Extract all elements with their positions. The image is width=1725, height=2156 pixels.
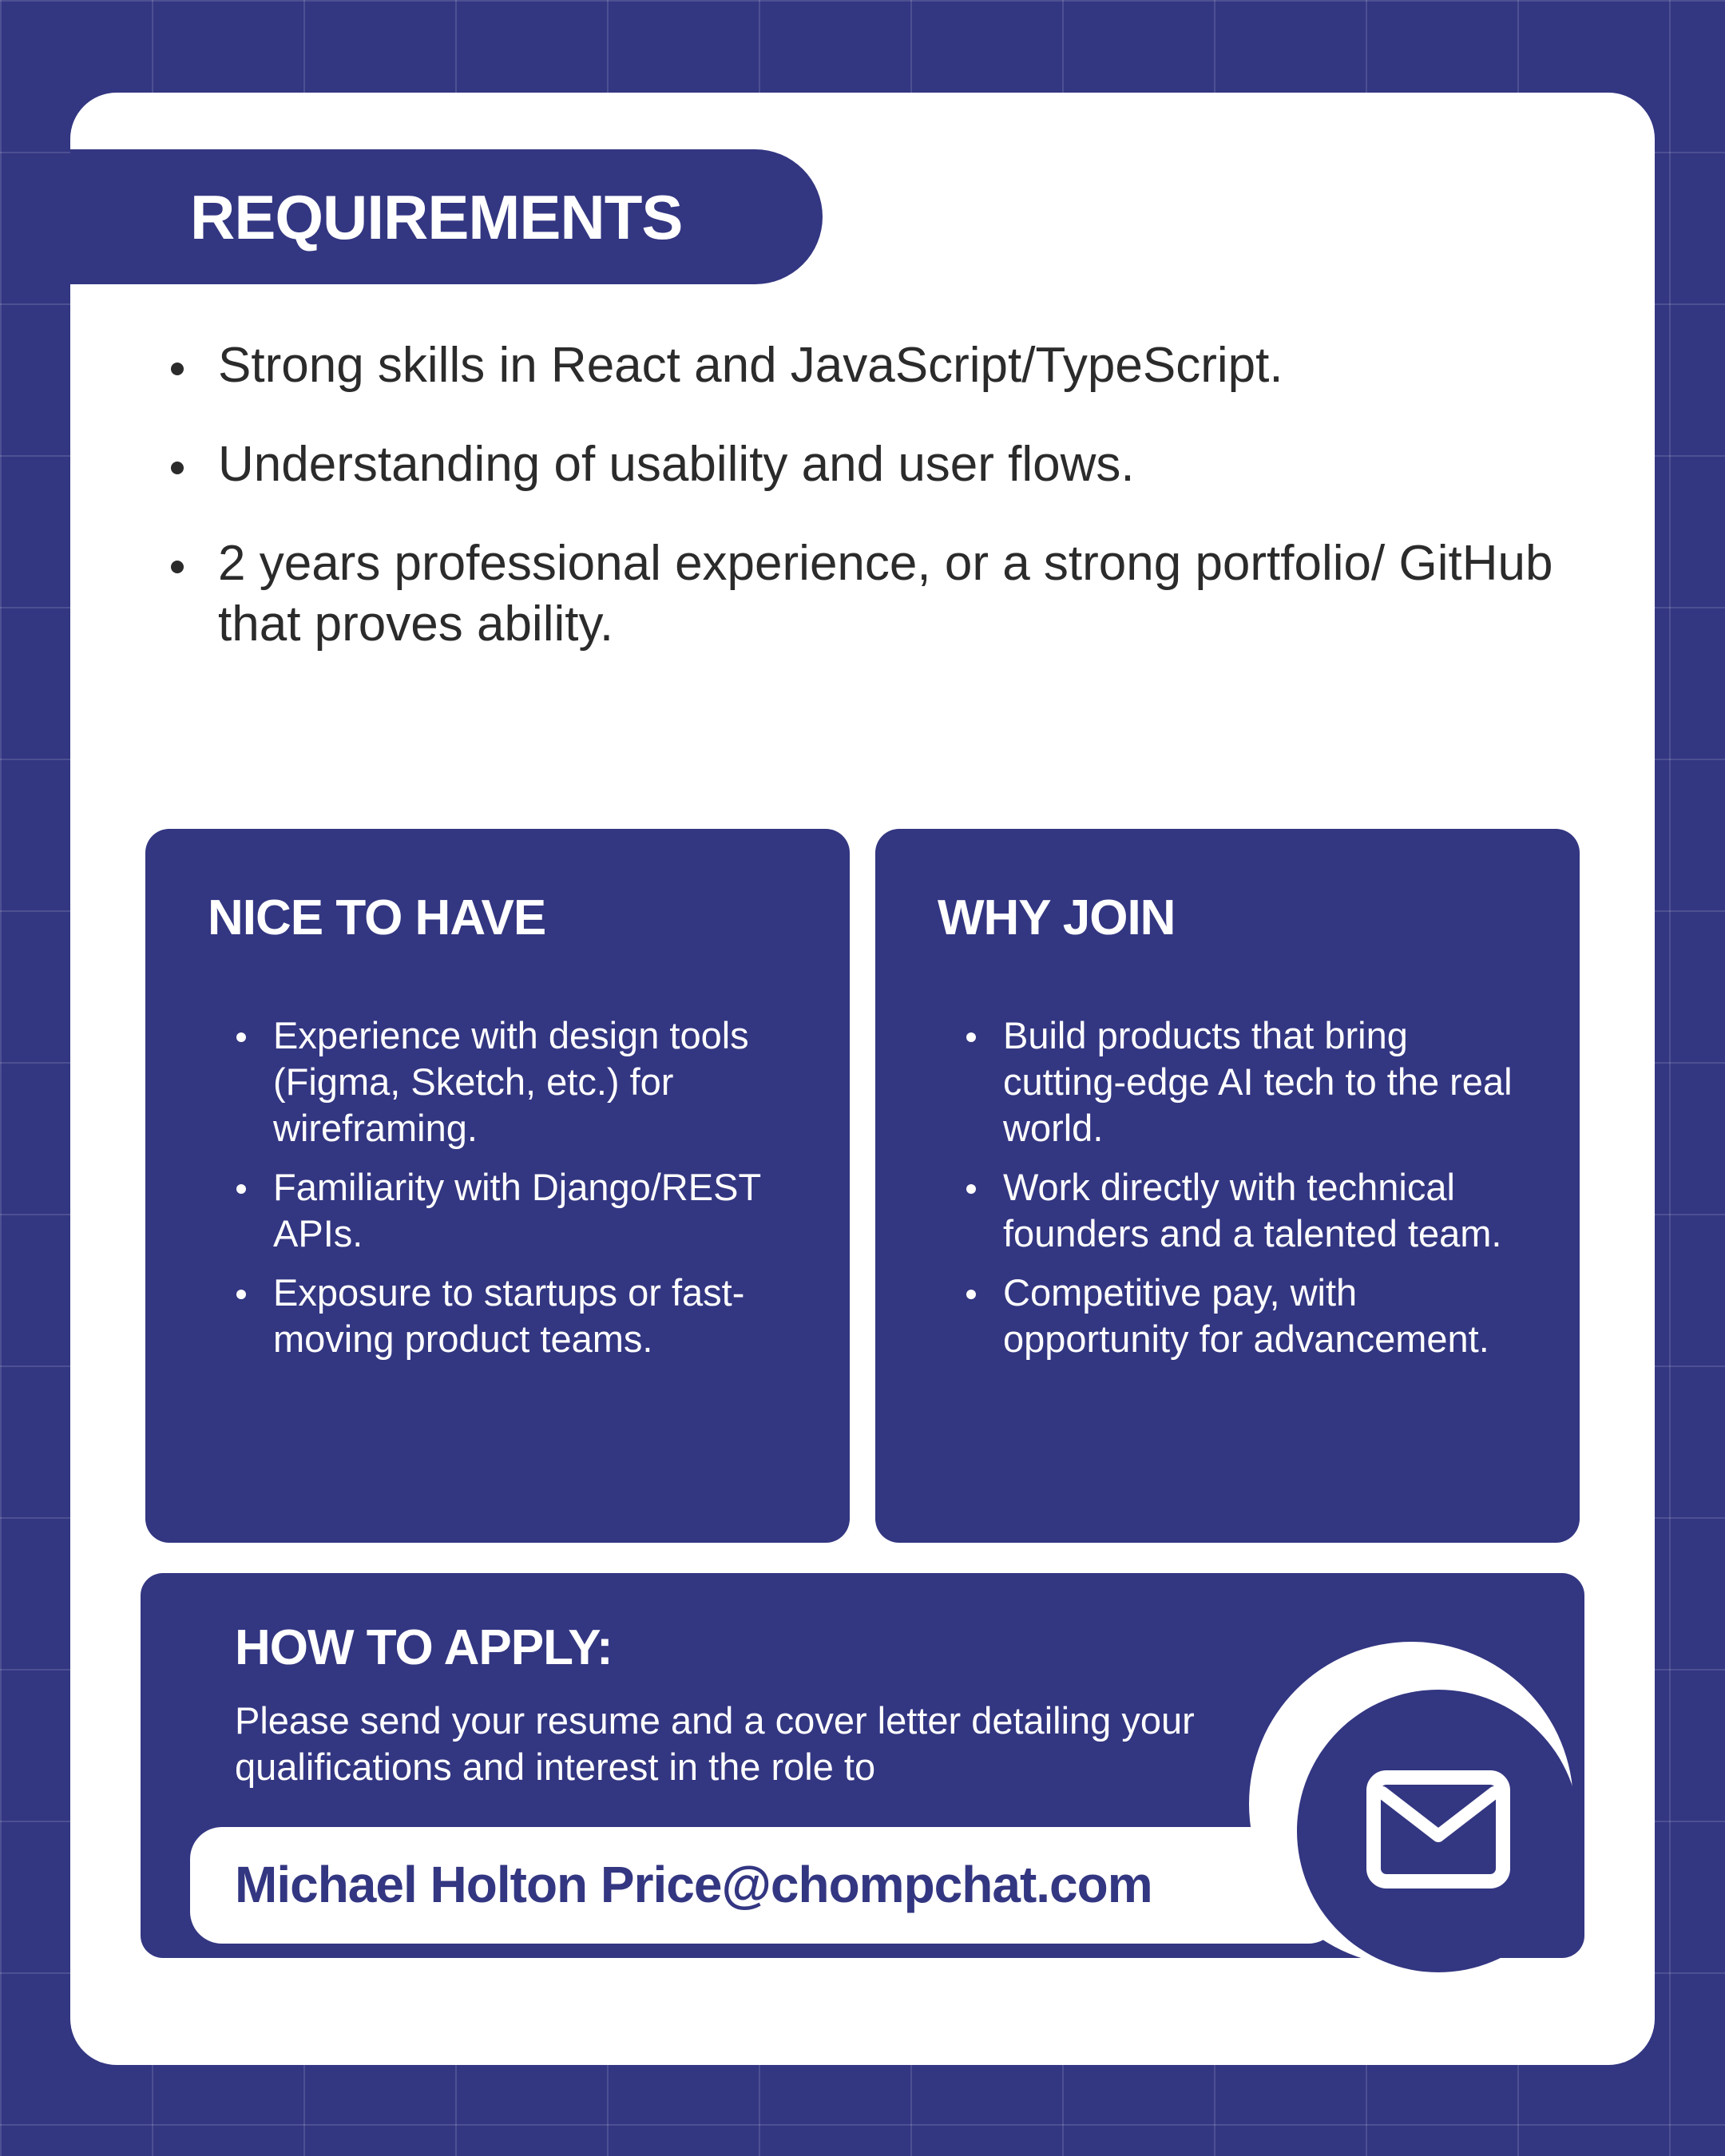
requirements-item: Understanding of usability and user flows. [166, 434, 1588, 495]
how-to-apply-text: Please send your resume and a cover letter detailing your qualifications and interest in the role to [235, 1699, 1195, 1788]
why-join-list [963, 1013, 1538, 1375]
nice-to-have-title: NICE TO HAVE [208, 890, 546, 945]
nice-to-have-list [233, 1013, 808, 1375]
why-join-item: Build products that bring cutting-edge AI tech to the real world. [963, 1013, 1538, 1151]
requirements-list [166, 335, 1588, 693]
nice-to-have-item: Exposure to startups or fast-moving product teams. [233, 1270, 808, 1362]
why-join-panel [875, 829, 1580, 1543]
requirements-title: REQUIREMENTS [190, 182, 683, 252]
why-join-item: Work directly with technical founders and a talented team. [963, 1164, 1538, 1257]
requirements-item: 2 years professional experience, or a strong portfolio/ GitHub that proves ability. [166, 533, 1588, 655]
email-pill[interactable] [190, 1827, 1340, 1944]
requirements-item: Strong skills in React and JavaScript/TypeScript. [166, 335, 1588, 396]
why-join-item: Competitive pay, with opportunity for advancement. [963, 1270, 1538, 1362]
how-to-apply-title: HOW TO APPLY: [235, 1620, 613, 1675]
nice-to-have-panel [145, 829, 850, 1543]
nice-to-have-item: Familiarity with Django/REST APIs. [233, 1164, 808, 1257]
envelope-icon [1366, 1770, 1510, 1888]
email-address[interactable]: Michael Holton Price@chompchat.com [235, 1856, 1152, 1913]
why-join-title: WHY JOIN [938, 890, 1176, 945]
nice-to-have-item: Experience with design tools (Figma, Sketch, etc.) for wireframing. [233, 1013, 808, 1151]
